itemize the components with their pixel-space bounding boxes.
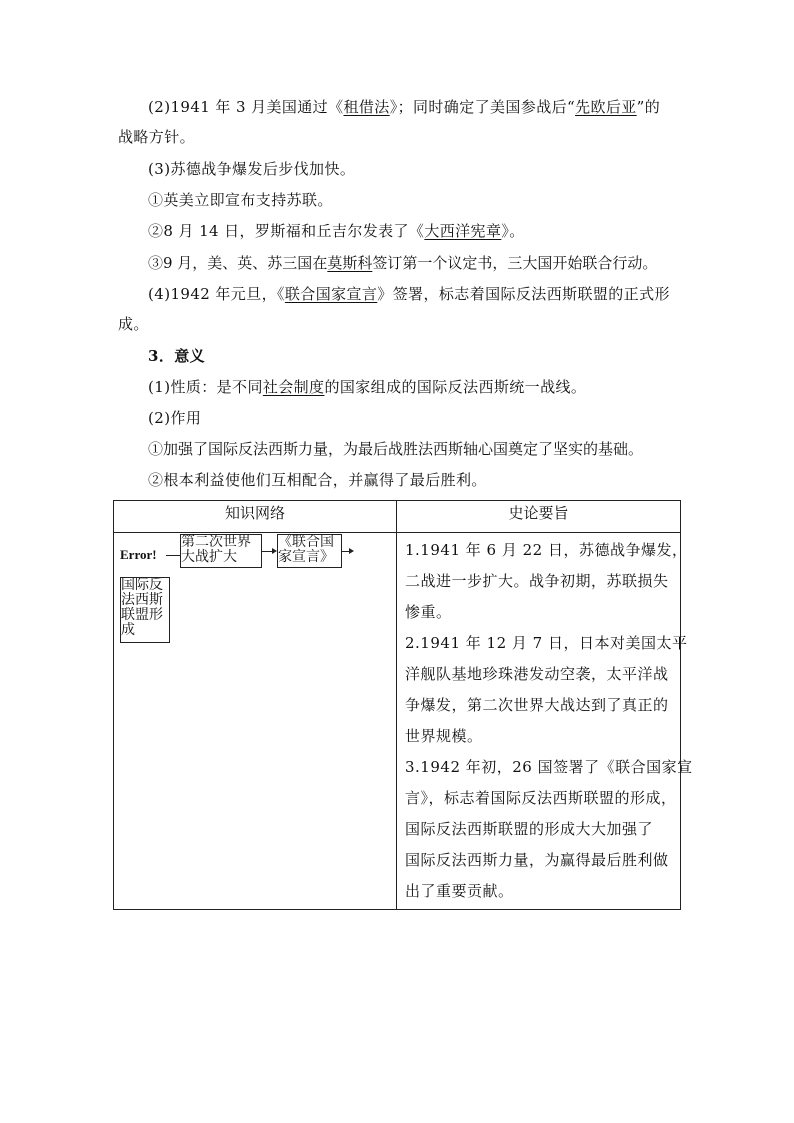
paragraph-soviet-german-war: (3)苏德战争爆发后步伐加快。 [148,160,356,178]
table-header-row [114,501,681,533]
error-field-text: Error! [120,547,157,562]
header-knowledge-network: 知识网络 [114,501,397,533]
term-europe-first: 先欧后亚 [575,98,637,116]
point-line: 二战进一步扩大。战争初期，苏联损失 [405,572,669,590]
point-line: 惨重。 [405,603,452,621]
point-line: 世界规模。 [405,727,483,745]
point-line: 出了重要贡献。 [405,882,514,900]
term-moscow: 莫斯科 [327,254,373,272]
paragraph-role-1: ①加强了国际反法西斯力量，为最后战胜法西斯轴心国奠定了坚实的基础。 [148,440,644,458]
point-line: 3.1942 年初，26 国签署了《联合国家宣 [405,758,693,776]
paragraph-role: (2)作用 [148,409,202,427]
paragraph-nature: (1)性质：是不同社会制度的国家组成的国际反法西斯统一战线。 [148,378,587,396]
term-lend-lease-act: 租借法 [343,98,390,116]
header-historical-points: 史论要旨 [397,501,681,533]
paragraph-atlantic-charter: ②8 月 14 日，罗斯福和丘吉尔发表了《大西洋宪章》。 [148,222,525,240]
point-line: 言》，标志着国际反法西斯联盟的形成， [405,789,677,807]
section-heading-significance: 3．意义 [148,347,206,365]
paragraph-un-declaration: (4)1942 年元旦，《联合国家宣言》签署，标志着国际反法西斯联盟的正式形 成。 [118,285,670,333]
point-line: 国际反法西斯力量，为赢得最后胜利做 [405,851,669,869]
paragraph-moscow-protocol: ③9 月，美、英、苏三国在莫斯科签订第一个议定书，三大国开始联合行动。 [148,254,658,272]
box-un-declaration: 《联合国 家宣言》 [277,534,342,568]
term-un-declaration: 联合国家宣言 [284,285,378,303]
point-line: 洋舰队基地珍珠港发动空袭，太平洋战 [405,665,669,683]
point-line: 2.1941 年 12 月 7 日，日本对美国太平 [405,634,688,652]
connector-line [166,555,180,556]
knowledge-table [113,500,693,910]
knowledge-diagram-cell [114,533,397,910]
paragraph-role-2: ②根本利益使他们互相配合，并赢得了最后胜利。 [148,471,487,489]
table-body-row [114,533,681,910]
historical-points-cell [397,533,693,910]
paragraph-support-ussr: ①英美立即宣布支持苏联。 [148,191,333,209]
term-atlantic-charter: 大西洋宪章 [424,222,502,240]
point-line: 争爆发，第二次世界大战达到了真正的 [405,696,669,714]
point-line: 1.1941 年 6 月 22 日，苏德战争爆发， [405,541,688,559]
arrow-head-2 [349,548,354,554]
box-war-expansion: 第二次世界 大战扩大 [180,534,262,568]
paragraph-lend-lease: (2)1941 年 3 月美国通过《租借法》；同时确定了美国参战后“先欧后亚”的 战略方针。 [118,98,661,146]
point-line: 国际反法西斯联盟的形成大大加强了 [405,820,654,838]
box-alliance-formed: 国际反 法西斯 联盟形 成 [120,577,170,643]
term-social-system: 社会制度 [262,378,325,396]
